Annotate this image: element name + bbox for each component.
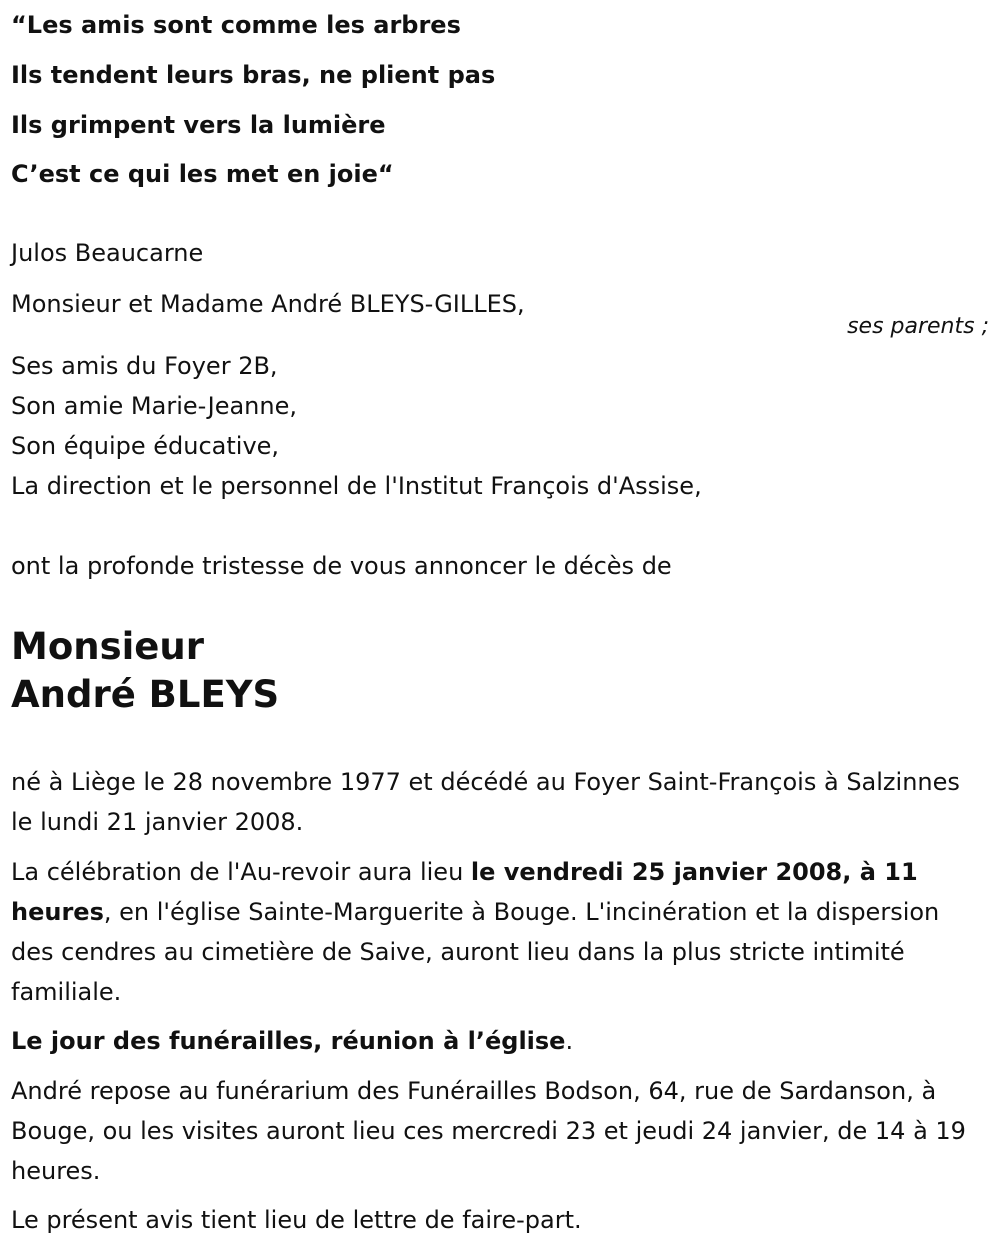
poem-line: “Les amis sont comme les arbres [11,11,461,39]
ceremony-intro: La célébration de l'Au-revoir aura lieu [11,858,471,886]
ceremony-info [11,852,986,1012]
ceremony-rest: , en l'église Sainte-Marguerite à Bouge. L'incinération et la dispersion des cendres au cimetière de Saive, auront lieu dans la plus stricte intimité familiale. [11,898,940,1006]
poem-line: C’est ce qui les met en joie“ [11,160,394,188]
poem-line: Ils grimpent vers la lumière [11,111,386,139]
funeral-meeting-text: Le jour des funérailles, réunion à l’église [11,1027,566,1055]
funeral-meeting-end: . [565,1027,574,1055]
poem-line: Ils tendent leurs bras, ne plient pas [11,61,496,89]
poem-author: Julos Beaucarne [11,239,204,267]
deceased-name: André BLEYS [11,673,280,716]
ceremony-date: le vendredi 25 janvier 2008, à 11 heures [11,858,918,926]
funeral-meeting [11,1021,986,1061]
mourner-line: La direction et le personnel de l'Institut François d'Assise, [11,472,702,500]
closing-note: Le présent avis tient lieu de lettre de faire-part. [11,1206,582,1234]
parents-role: ses parents ; [847,314,989,339]
mourner-line: Son amie Marie-Jeanne, [11,392,297,420]
announcement: ont la profonde tristesse de vous annoncer le décès de [11,552,672,580]
birth-death-info: né à Liège le 28 novembre 1977 et décédé au Foyer Saint-François à Salzinnes le lundi 21 janvier 2008. [11,768,960,836]
mourner-line: Ses amis du Foyer 2B, [11,352,278,380]
obituary-notice [11,0,991,1256]
deceased-title: Monsieur [11,625,204,668]
mourner-line: Son équipe éducative, [11,432,280,460]
parents-names: Monsieur et Madame André BLEYS-GILLES, [11,290,525,318]
visitation-info: André repose au funérarium des Funérailles Bodson, 64, rue de Sardanson, à Bouge, ou les visites auront lieu ces mercredi 23 et jeudi 24 janvier, de 14 à 19 heures. [11,1077,966,1185]
